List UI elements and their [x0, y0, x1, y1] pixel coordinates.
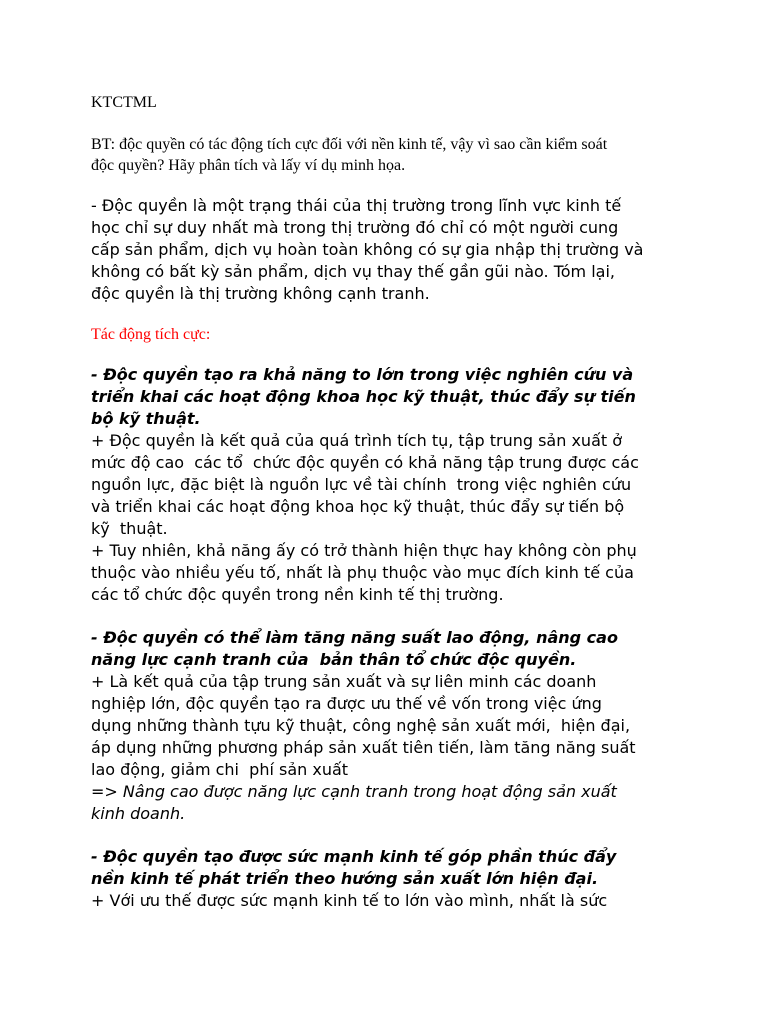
question-line: BT: độc quyền có tác động tích cực đối với nền kinh tế, vậy vì sao cần kiểm soát — [91, 136, 608, 153]
point-heading-line: triển khai các hoạt động khoa học kỹ thuật, thúc đẩy sự tiến — [91, 387, 636, 406]
point-heading-line: năng lực cạnh tranh của bản thân tổ chức độc quyền. — [91, 650, 577, 669]
point-heading-line: bộ kỹ thuật. — [91, 409, 201, 428]
point-body-line: + Với ưu thế được sức mạnh kinh tế to lớn vào mình, nhất là sức — [91, 891, 608, 910]
point-conclusion-line: => Nâng cao được năng lực cạnh tranh trong hoạt động sản xuất — [91, 782, 617, 801]
point-body-line: mức độ cao các tổ chức độc quyền có khả năng tập trung được các — [91, 453, 639, 472]
question-line: độc quyền? Hãy phân tích và lấy ví dụ minh họa. — [91, 157, 406, 174]
section-heading: Tác động tích cực: — [91, 326, 211, 343]
question-paragraph — [91, 134, 691, 176]
point-body-line: và triển khai các hoạt động khoa học kỹ thuật, thúc đẩy sự tiến bộ — [91, 497, 625, 516]
point-1 — [91, 364, 691, 606]
point-body-line: áp dụng những phương pháp sản xuất tiên tiến, làm tăng năng suất — [91, 738, 636, 757]
point-body-line: nguồn lực, đặc biệt là nguồn lực về tài chính trong việc nghiên cứu — [91, 475, 632, 494]
definition-line: độc quyền là thị trường không cạnh tranh. — [91, 284, 430, 303]
point-body-line: + Độc quyền là kết quả của quá trình tích tụ, tập trung sản xuất ở — [91, 431, 623, 450]
point-conclusion-line: kinh doanh. — [91, 804, 186, 823]
point-3 — [91, 846, 691, 912]
definition-line: cấp sản phẩm, dịch vụ hoàn toàn không có sự gia nhập thị trường và — [91, 240, 644, 259]
definition-line: - Độc quyền là một trạng thái của thị trường trong lĩnh vực kinh tế — [91, 196, 622, 215]
point-body-line: dụng những thành tựu kỹ thuật, công nghệ sản xuất mới, hiện đại, — [91, 716, 631, 735]
point-body-line: các tổ chức độc quyền trong nền kinh tế thị trường. — [91, 585, 504, 604]
point-2 — [91, 627, 691, 825]
definition-line: học chỉ sự duy nhất mà trong thị trường đó chỉ có một người cung — [91, 218, 619, 237]
point-body-line: thuộc vào nhiều yếu tố, nhất là phụ thuộc vào mục đích kinh tế của — [91, 563, 634, 582]
point-body-line: + Là kết quả của tập trung sản xuất và sự liên minh các doanh — [91, 672, 597, 691]
point-body-line: lao động, giảm chi phí sản xuất — [91, 760, 349, 779]
definition-line: không có bất kỳ sản phẩm, dịch vụ thay thế gần gũi nào. Tóm lại, — [91, 262, 615, 281]
point-body-line: + Tuy nhiên, khả năng ấy có trở thành hiện thực hay không còn phụ — [91, 541, 637, 560]
point-heading-line: - Độc quyền có thể làm tăng năng suất lao động, nâng cao — [91, 628, 618, 647]
point-heading-line: nền kinh tế phát triển theo hướng sản xuất lớn hiện đại. — [91, 869, 599, 888]
document-title: KTCTML — [91, 94, 157, 111]
point-heading-line: - Độc quyền tạo được sức mạnh kinh tế góp phần thúc đẩy — [91, 847, 617, 866]
definition-paragraph — [91, 195, 691, 305]
point-body-line: kỹ thuật. — [91, 519, 168, 538]
point-heading-line: - Độc quyền tạo ra khả năng to lớn trong việc nghiên cứu và — [91, 365, 634, 384]
point-body-line: nghiệp lớn, độc quyền tạo ra được ưu thế về vốn trong việc ứng — [91, 694, 602, 713]
